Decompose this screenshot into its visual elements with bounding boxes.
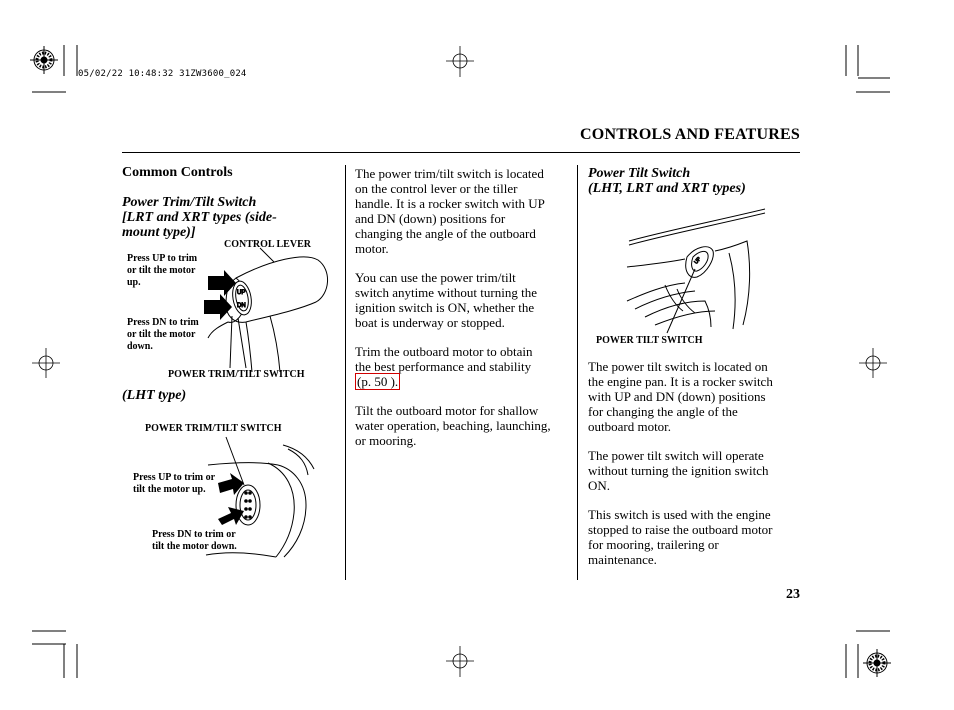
power-tilt-switch-label: POWER TILT SWITCH: [596, 335, 703, 346]
column-3-text: [588, 359, 800, 581]
power-tilt-subheading: Power Tilt Switch (LHT, LRT and XRT types): [588, 166, 746, 196]
paragraph: This switch is used with the engine stopped to raise the outboard motor for mooring, trailering or maintenance.: [588, 507, 773, 567]
page-number: 23: [786, 587, 800, 602]
common-controls-heading: Common Controls: [122, 165, 233, 180]
trim-tilt-switch-label: POWER TRIM/TILT SWITCH: [168, 369, 305, 380]
svg-text:UP: UP: [693, 256, 703, 266]
press-dn-label: Press DN to trim or tilt the motor down.: [127, 317, 199, 352]
control-lever-label: CONTROL LEVER: [224, 239, 311, 250]
registration-target-icon: [863, 649, 891, 677]
svg-text:DN: DN: [237, 303, 246, 309]
press-up-label: Press UP to trim or tilt the motor up.: [127, 253, 198, 288]
column-2-text: [355, 166, 573, 462]
section-title: CONTROLS AND FEATURES: [580, 126, 800, 143]
paragraph: Trim the outboard motor to obtain the best performance and stability (p. 50 ).: [355, 344, 533, 389]
paragraph: You can use the power trim/tilt switch anytime without turning the ignition switch is ON, whether the boat is underway or stopped.: [355, 270, 537, 330]
trim-tilt-subheading: Power Trim/Tilt Switch [LRT and XRT types (side- mount type)]: [122, 195, 277, 240]
column-divider-2: [577, 165, 578, 580]
column-divider-1: [345, 165, 346, 580]
registration-target-icon: [30, 46, 58, 74]
lht-switch-label: POWER TRIM/TILT SWITCH: [145, 423, 282, 434]
header-rule: [122, 152, 800, 153]
svg-text:UP: UP: [237, 290, 246, 296]
lht-type-heading: (LHT type): [122, 388, 187, 403]
engine-pan-illustration: [625, 205, 770, 335]
paragraph: The power tilt switch is located on the engine pan. It is a rocker switch with UP and DN (down) positions for changing the angle of the outboard motor.: [588, 359, 773, 434]
lht-press-dn-label: Press DN to trim or tilt the motor down.: [152, 529, 237, 552]
paragraph: The power trim/tilt switch is located on the control lever or the tiller handle. It is a rocker switch with UP and DN (down) positions for changing the angle of the outboard motor.: [355, 166, 545, 256]
paragraph: The power tilt switch will operate without turning the ignition switch ON.: [588, 448, 769, 493]
lht-press-up-label: Press UP to trim or tilt the motor up.: [133, 472, 216, 495]
page-reference-link[interactable]: (p. 50 ).: [357, 374, 399, 389]
paragraph: Tilt the outboard motor for shallow water operation, beaching, launching, or mooring.: [355, 403, 551, 448]
print-stamp: 05/02/22 10:48:32 31ZW3600_024: [78, 69, 247, 79]
